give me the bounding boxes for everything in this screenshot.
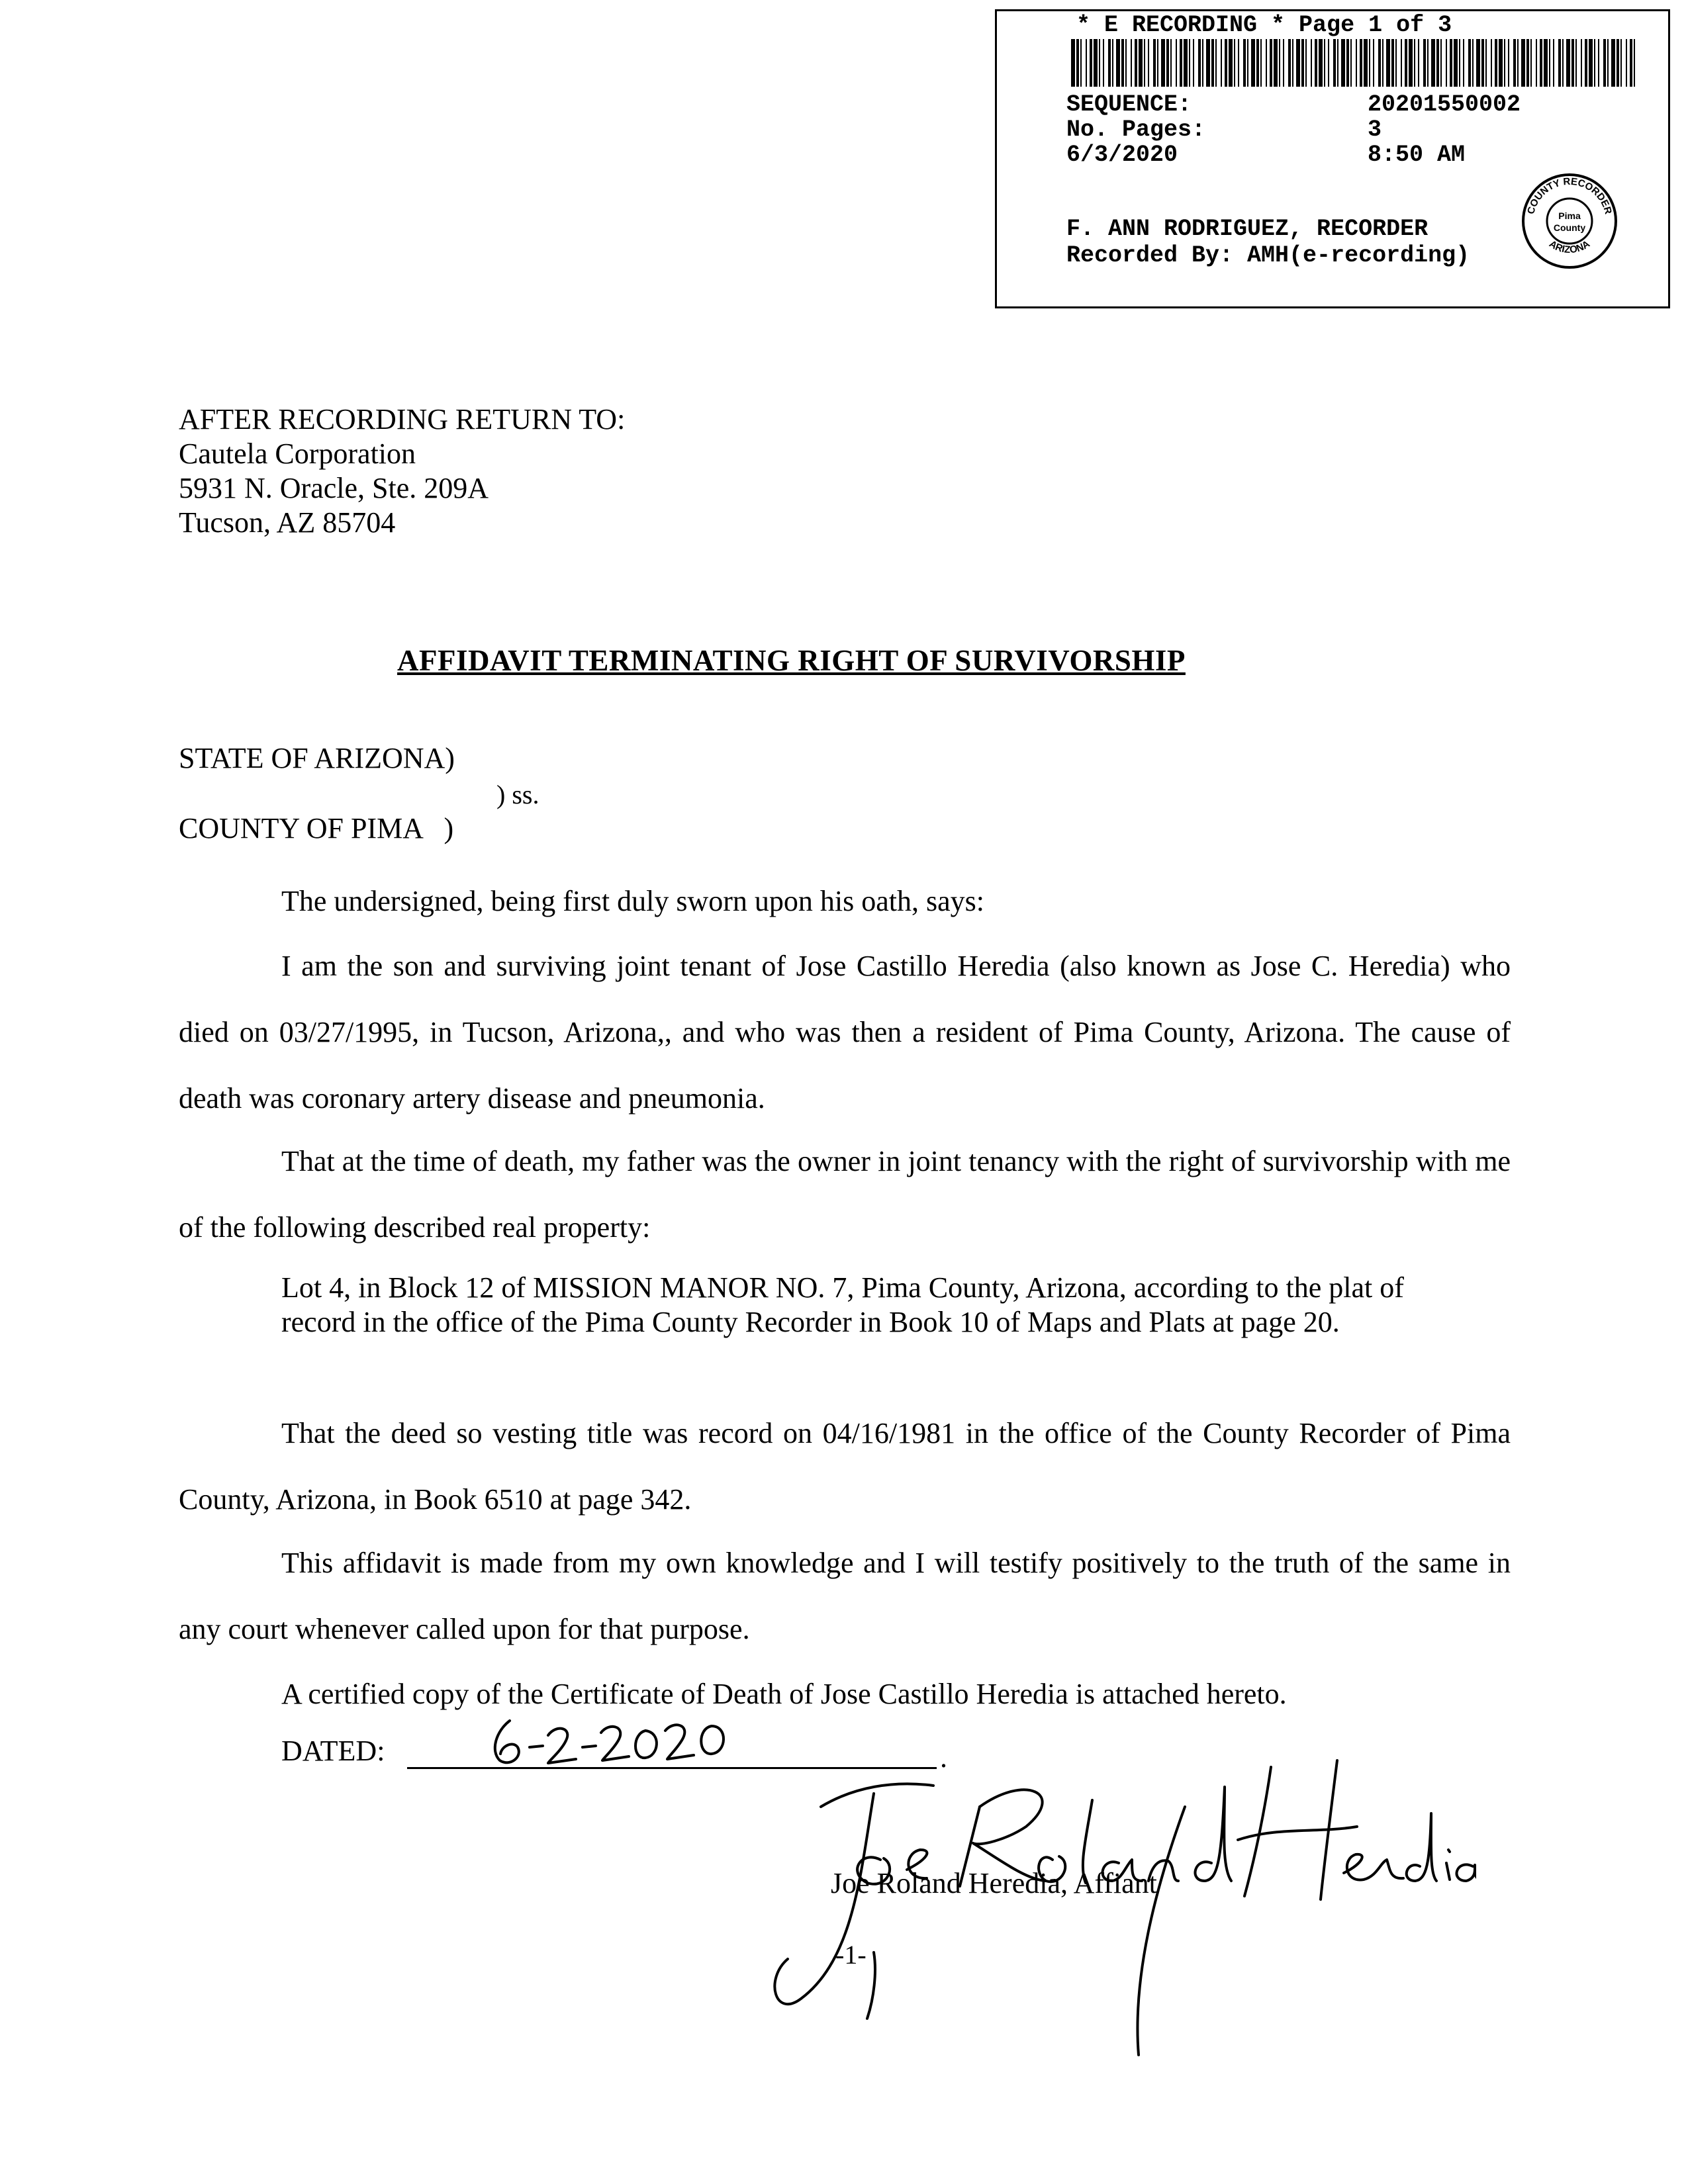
recording-stamp	[995, 9, 1670, 308]
recording-date: 6/3/2020	[1066, 142, 1178, 168]
return-address-block	[179, 402, 625, 540]
sequence-label: SEQUENCE:	[1066, 91, 1192, 118]
return-line-company: Cautela Corporation	[179, 437, 416, 470]
seal-center-top: Pima	[1558, 210, 1581, 221]
venue-ss: ) ss.	[496, 780, 539, 809]
venue-county: COUNTY OF PIMA )	[179, 812, 454, 844]
dated-trailing-period: .	[940, 1741, 947, 1774]
stamp-header: * E RECORDING * Page 1 of 3	[1076, 12, 1452, 38]
paragraph-knowledge: This affidavit is made from my own knowledge and I will testify positively to the truth of the same in any court whenever called upon for that purpose.	[179, 1547, 1511, 1645]
handwritten-date	[477, 1694, 741, 1780]
paragraph-sworn: The undersigned, being first duly sworn upon his oath, says:	[281, 885, 984, 917]
dated-line	[281, 1734, 385, 1768]
recorder-name: F. ANN RODRIGUEZ, RECORDER	[1066, 216, 1429, 242]
document-title: AFFIDAVIT TERMINATING RIGHT OF SURVIVORSHIP	[397, 644, 1186, 677]
paragraph-deed: That the deed so vesting title was record on 04/16/1981 in the office of the County Recorder of Pima County, Arizona, in Book 6510 at page 342.	[179, 1417, 1511, 1516]
paragraph-ownership: That at the time of death, my father was the owner in joint tenancy with the right of survivorship with me of the following described real property:	[179, 1145, 1511, 1244]
affiant-printed-name: Joe Roland Heredia, Affiant	[831, 1867, 1157, 1899]
dated-label: DATED:	[281, 1735, 385, 1767]
seal-center-bottom: County	[1553, 222, 1586, 233]
return-line-city: Tucson, AZ 85704	[179, 506, 396, 539]
venue-state: STATE OF ARIZONA)	[179, 742, 455, 774]
return-line-street: 5931 N. Oracle, Ste. 209A	[179, 472, 489, 504]
pages-value: 3	[1368, 116, 1382, 143]
legal-description: Lot 4, in Block 12 of MISSION MANOR NO. 7, Pima County, Arizona, according to the plat of record in the office of the Pima County Recorder in Book 10 of Maps and Plats at page 20.	[281, 1271, 1404, 1338]
county-recorder-seal-icon	[1520, 171, 1619, 271]
paragraph-surviving-tenant: I am the son and surviving joint tenant of Jose Castillo Heredia (also known as Jose C. Heredia) who died on 03/27/1995, in Tucson, Arizona,, and who was then a resident of Pima County, Arizona. The cause of death was coronary artery disease and pneumonia.	[179, 950, 1511, 1115]
seal-bottom-text: ARIZONA	[1547, 238, 1592, 256]
page-number: -1-	[835, 1940, 867, 1970]
sequence-value: 20201550002	[1368, 91, 1521, 118]
barcode	[1071, 39, 1635, 87]
recording-time: 8:50 AM	[1368, 142, 1466, 168]
paragraph-certified-copy: A certified copy of the Certificate of Death of Jose Castillo Heredia is attached hereto.	[281, 1678, 1287, 1710]
recorded-by: Recorded By: AMH(e-recording)	[1066, 242, 1470, 269]
return-heading: AFTER RECORDING RETURN TO:	[179, 403, 626, 435]
seal-top-text: COUNTY RECORDER	[1525, 175, 1614, 216]
pages-label: No. Pages:	[1066, 116, 1206, 143]
